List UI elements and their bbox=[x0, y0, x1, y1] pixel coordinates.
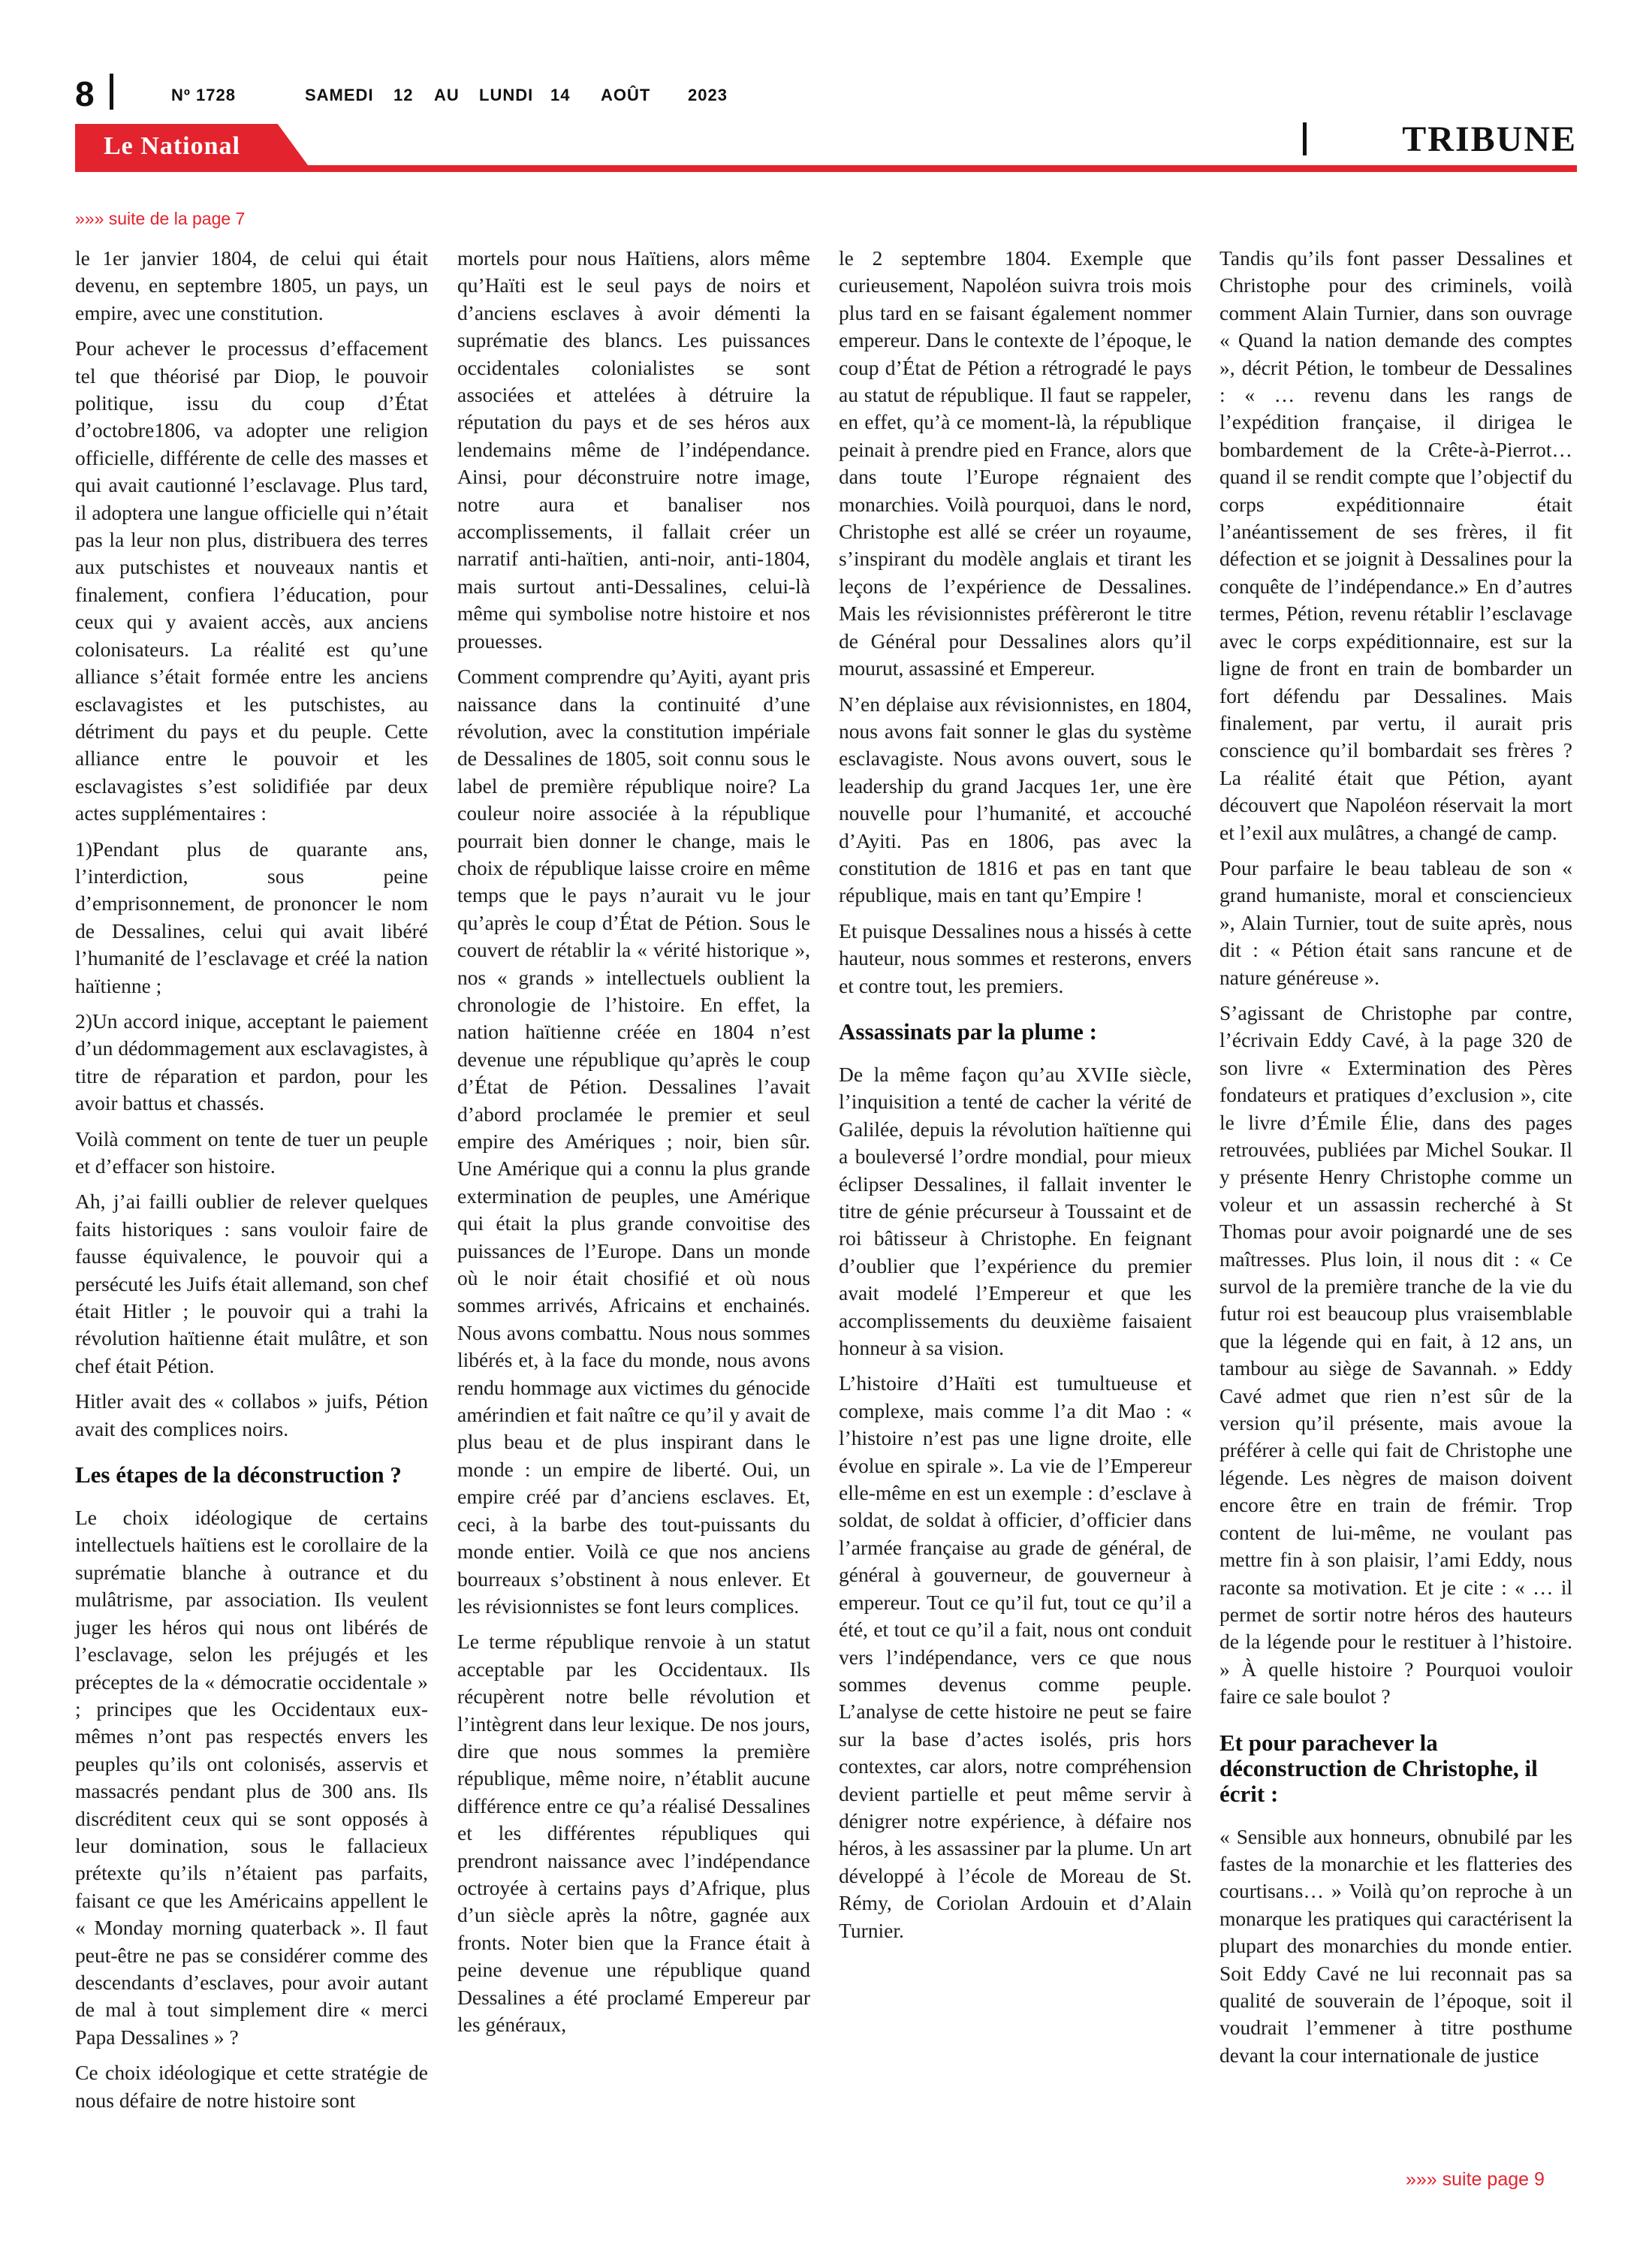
article-paragraph: Ce choix idéologique et cette stratégie de nous défaire de notre histoire sont bbox=[75, 2061, 428, 2112]
continued-from-label: »»» suite de la page 7 bbox=[75, 209, 246, 228]
date-year: 2023 bbox=[688, 86, 728, 104]
article-paragraph: Comment comprendre qu’Ayiti, ayant pris naissance dans la continuité d’une révolution, avec la constitution impériale de Dessalines de 1805, soit connu sous le label de première république noire? La couleur noire associée à la république pourrait bien donner le change, mais le choix de république laisse croire en même temps que le pays n’aurait vu le jour qu’après le coup d’État de Pétion. Sous le couvert de rétablir la « vérité historique », nos « grands » intellectuels oublient la chronologie de l’histoire. En effet, la nation haïtienne créée en 1804 n’est devenue une république qu’après le coup d’État de Pétion. Dessalines l’avait d’abord proclamée le premier et seul empire des Amériques ; noir, bien sûr. Une Amérique qui a connu la plus grande extermination de peuples, une Amérique qui était la plus grande convoitise des puissances de l’Europe. Dans un monde où le noir était chosifié et où nous sommes arrivés, Africains et enchainés. Nous avons combattu. Nous nous sommes libérés et, à la face du monde, nous avons rendu hommage aux victimes du génocide amérindien et fait naître ce qu’il y avait de plus beau et de plus inspirant dans le monde : un empire de liberté. Oui, un empire créé par d’anciens esclaves. Et, ceci, à la barbe des tout-puissants du monde entier. Voilà ce que nos anciens bourreaux s’obstinent à nous enlever. Et les révisionnistes se font leurs complices. bbox=[457, 665, 810, 1618]
article-paragraph: Le terme république renvoie à un statut acceptable par les Occidentaux. Ils récupèrent notre belle révolution et l’intègrent dans leur lexique. De nos jours, dire que nous sommes la première république, même noire, n’établit aucune différence entre ce qu’a réalisé Dessalines et les différentes républiques qui prendront naissance avec l’indépendance octroyée à certains pays d’Afrique, plus d’un siècle après la nôtre, gagnée aux fronts. Noter bien que la France était à peine devenue une république quand Dessalines a été proclamé Empereur par les généraux, bbox=[457, 1630, 810, 2036]
section-divider bbox=[1303, 122, 1307, 155]
issue-number: Nº 1728 bbox=[171, 86, 236, 104]
masthead-logo: Le National bbox=[104, 132, 240, 160]
section-heading: Et pour parachever la déconstruction de Christophe, il écrit : bbox=[1219, 1729, 1538, 1807]
article-paragraph: Voilà comment on tente de tuer un peuple et d’effacer son histoire. bbox=[75, 1126, 428, 1178]
article-paragraph: Tandis qu’ils font passer Dessalines et Christophe pour des criminels, voilà comment Alain Turnier, dans son ouvrage « Quand la nation demande des comptes », décrit Pétion, le tombeur de Dessalines : « … revenu dans les rangs de l’expédition française, il dirigea le bombardement de la Crête-à-Pierrot… quand il se rendit compte que l’objectif du corps expéditionnaire était l’anéantissement de ses frères, il fit défection et se joignit à Dessalines pour la conquête de l’indépendance.» En d’autres termes, Pétion, revenu rétablir l’esclavage avec le corps expéditionnaire, est sur la ligne de front en train de bombarder un fort défendu par Dessalines. Mais finalement, par vertu, il aurait pris conscience qu’il bombardait ses frères ? La réalité était que Pétion, ayant découvert que Napoléon réservait la mort et l’exil aux mulâtres, a changé de camp. bbox=[1219, 246, 1572, 844]
header-divider bbox=[110, 74, 113, 110]
article-paragraph: Pour parfaire le beau tableau de son « grand humaniste, moral et consciencieux », Alain Turnier, tout de suite après, nous dit : « Pétion était sans rancune et de nature généreuse ». bbox=[1219, 855, 1572, 989]
date-day: SAMEDI bbox=[305, 86, 374, 104]
section-heading: Les étapes de la déconstruction ? bbox=[75, 1461, 402, 1488]
article-paragraph: 2)Un accord inique, acceptant le paiement d’un dédommagement aux esclavagistes, à titre de réparation et pardon, pour les avoir battus et chassés. bbox=[75, 1009, 428, 1115]
article-column-1 bbox=[75, 245, 428, 2122]
article-paragraph: le 1er janvier 1804, de celui qui était devenu, en septembre 1805, un pays, un empire, avec une constitution. bbox=[75, 246, 428, 324]
date-start: 12 bbox=[393, 86, 414, 104]
article-paragraph: De la même façon qu’au XVIIe siècle, l’inquisition a tenté de cacher la vérité de Galilée, depuis la révolution haïtienne qui a bouleversé l’ordre mondial, pour mieux éclipser Dessalines, il fallait inventer le titre de génie précurseur à Toussaint et de roi bâtisseur à Christophe. En feignant d’oublier que l’expérience du premier avait modelé l’Empereur et que les accomplissements du deuxième faisaient honneur à sa vision. bbox=[839, 1062, 1192, 1360]
article-column-4 bbox=[1219, 245, 1572, 2077]
article-paragraph: S’agissant de Christophe par contre, l’écrivain Eddy Cavé, à la page 320 de son livre « Extermination des Pères fondateurs et pratiques d’exclusion », cite le livre d’Émile Élie, dans des pages retrouvées, publiées par Michel Soukar. Il y présente Henry Christophe comme un voleur et un assassin recherché à St Thomas pour avoir poignardé une de ses maîtresses. Plus loin, il nous dit : « Ce survol de la première tranche de la vie du futur roi est beaucoup plus vraisemblable que la légende qui en fait, à 12 ans, un tambour au siège de Savannah. » Eddy Cavé admet que rien n’est sûr de la version qu’il présente, mais avoue la préférer à celle qui fait de Christophe une légende. Les nègres de maison doivent encore être en train de frémir. Trop content de lui-même, ne voulant pas mettre fin à son plaisir, l’ami Eddy, nous raconte sa motivation. Et je cite : « … il permet de sortir notre héros des hauteurs de la légende pour le restituer à l’histoire. » À quelle histoire ? Pourquoi vouloir faire ce sale boulot ? bbox=[1219, 1000, 1572, 1709]
article-paragraph: « Sensible aux honneurs, obnubilé par les fastes de la monarchie et les flatteries des courtisans… » Voilà qu’on reproche à un monarque les pratiques qui caractérisent la plupart des monarchies du monde entier. Soit Eddy Cavé ne lui reconnait pas sa qualité de souverain de l’époque, soit il voudrait l’emmener à titre posthume devant la cour internationale de justice bbox=[1219, 1824, 1572, 2067]
date-au: AU bbox=[434, 86, 460, 104]
section-heading: Assassinats par la plume : bbox=[839, 1018, 1097, 1045]
date-end: 14 bbox=[550, 86, 571, 104]
header-rule bbox=[75, 165, 1577, 172]
article-column-3 bbox=[839, 245, 1192, 1953]
article-paragraph: Pour achever le processus d’effacement tel que théorisé par Diop, le pouvoir politique, issu du coup d’État d’octobre1806, va adopter une religion officielle, différente de celle des masses et qui avait cautionné l’esclavage. Plus tard, il adoptera une langue officielle qui n’était pas la leur non plus, distribuera des terres aux putschistes et nouveaux nantis et finalement, confiera l’éducation, pour ceux qui y avaient accès, aux anciens colonisateurs. La réalité est qu’une alliance s’était formée entre les anciens esclavagistes et les putschistes, au détriment du pays et du peuple. Cette alliance entre le pouvoir et les esclavagistes s’est solidifiée par deux actes supplémentaires : bbox=[75, 336, 428, 825]
article-paragraph: N’en déplaise aux révisionnistes, en 1804, nous avons fait sonner le glas du système esclavagiste. Nous avons ouvert, sous le leadership du grand Jacques 1er, une ère nouvelle pour l’humanité, et accouché d’Ayiti. Pas en 1806, pas avec la constitution de 1816 et pas en tant que république, mais en tant qu’Empire ! bbox=[839, 692, 1192, 907]
article-column-2 bbox=[457, 245, 810, 2046]
continued-to-label: »»» suite page 9 bbox=[1406, 2169, 1545, 2190]
article-paragraph: mortels pour nous Haïtiens, alors même qu’Haïti est le seul pays de noirs et d’anciens esclaves à avoir démenti la suprématie des blancs. Les puissances occidentales colonialistes se sont associées et attelées à détruire la réputation du pays et de ses héros aux lendemains même de l’indépendance. Ainsi, pour déconstruire notre image, notre aura et banaliser nos accomplissements, il fallait créer un narratif anti-haïtien, anti-noir, anti-1804, mais surtout anti-Dessalines, celui-là même qui symbolise notre histoire et nos prouesses. bbox=[457, 246, 810, 653]
article-paragraph: L’histoire d’Haïti est tumultueuse et complexe, mais comme l’a dit Mao : « l’histoire n’est pas une ligne droite, elle évolue en spirale ». La vie de l’Empereur elle-même en est un exemple : d’esclave à soldat, de soldat à officier, d’officier dans l’armée française au grade de général, de général à gouverneur, de gouverneur à empereur. Tout ce qu’il fut, tout ce qu’il a été, et tout ce qu’il a fait, nous ont conduit vers l’indépendance, vers ce que nous sommes devenus comme peuple. L’analyse de cette histoire ne peut se faire sur la base d’actes isolés, pris hors contextes, car alors, notre compréhension devient partielle et peut même servir à dénigrer notre expérience, à défaire nos héros, à les assassiner par la plume. Un art développé à l’école de Moreau de St. Rémy, de Coriolan Ardouin et d’Alain Turnier. bbox=[839, 1371, 1192, 1942]
date-month: AOÛT bbox=[601, 86, 651, 104]
article-paragraph: Ah, j’ai failli oublier de relever quelques faits historiques : sans vouloir faire de fausse équivalence, le pouvoir qui a persécuté les Juifs était allemand, son chef était Hitler ; le pouvoir qui a trahi la révolution haïtienne était mulâtre, et son chef était Pétion. bbox=[75, 1190, 428, 1377]
page-header bbox=[0, 0, 1652, 180]
article-paragraph: 1)Pendant plus de quarante ans, l’interdiction, sous peine d’emprisonnement, de prononcer le nom de Dessalines, celui qui avait libéré l’humanité de l’esclavage et créé la nation haïtienne ; bbox=[75, 837, 428, 997]
article-paragraph: Hitler avait des « collabos » juifs, Pétion avait des complices noirs. bbox=[75, 1389, 428, 1440]
article-paragraph: Et puisque Dessalines nous a hissés à cette hauteur, nous sommes et resterons, envers et contre tout, les premiers. bbox=[839, 918, 1192, 997]
date-day2: LUNDI bbox=[479, 86, 534, 104]
section-title: TRIBUNE bbox=[1402, 119, 1577, 159]
article-paragraph: le 2 septembre 1804. Exemple que curieusement, Napoléon suivra trois mois plus tard en se faisant également nommer empereur. Dans le contexte de l’époque, le coup d’État de Pétion a rétrogradé le pays au statut de république. Il faut se rappeler, en effet, qu’à ce moment-là, la république peinait à prendre pied en France, alors que dans toute l’Europe régnaient des monarchies. Voilà pourquoi, dans le nord, Christophe est allé se créer un royaume, s’inspirant du modèle anglais et tirant les leçons de l’expérience de Dessalines. Mais les révisionnistes préfèreront le titre de Général pour Dessalines alors qu’il mourut, assassiné et Empereur. bbox=[839, 246, 1192, 680]
page-number: 8 bbox=[75, 74, 95, 113]
article-paragraph: Le choix idéologique de certains intellectuels haïtiens est le corollaire de la suprématie blanche à outrance et du mulâtrisme, par association. Ils veulent juger les héros qui nous ont libérés de l’esclavage, selon les préjugés et les préceptes de la « démocratie occidentale » ; principes que les Occidentaux eux-mêmes n’ont pas respectés envers les peuples qu’ils ont colonisés, asservis et massacrés pendant plus de 300 ans. Ils discréditent ceux qui se sont opposés à leur domination, sous le fallacieux prétexte qu’ils n’étaient pas parfaits, faisant ce que les Américains appellent le « Monday morning quaterback ». Il faut peut-être ne pas se considérer comme des descendants d’esclaves, pour avoir autant de mal à tout simplement dire « merci Papa Dessalines » ? bbox=[75, 1506, 428, 2049]
